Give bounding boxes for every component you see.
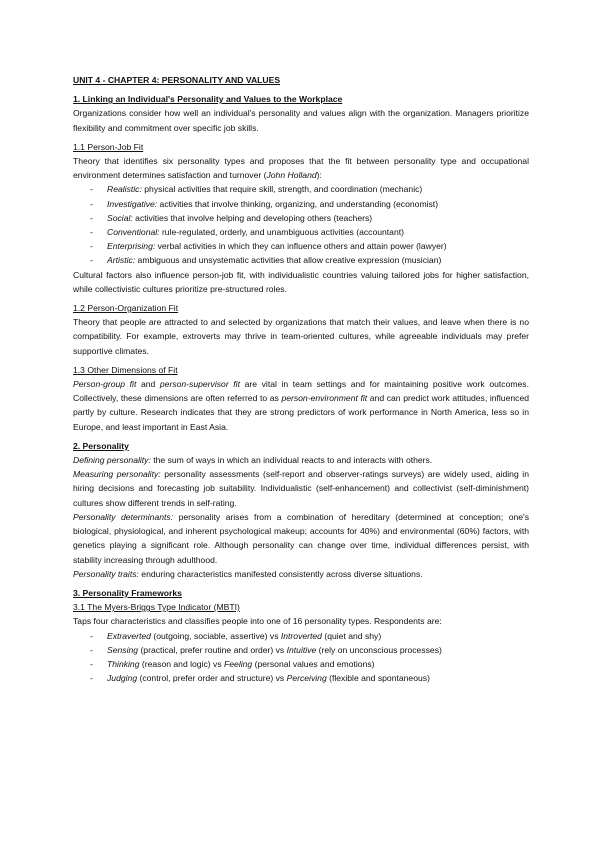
- mbti-list: [73, 629, 529, 686]
- list-item: - Extraverted (outgoing, sociable, assertive) vs Introverted (quiet and shy): [90, 630, 382, 641]
- measuring-personality: Measuring personality: personality assessments (self-report and observer-ratings surveys) are widely used, aiding in hiring decisions and forecasting job suitability. Individualistic (self-enhancement) and collectivist (self-diminishment) cultures show different trends in self-rating.: [73, 469, 529, 508]
- section-2-heading: 2. Personality: [73, 440, 129, 451]
- document-content: [73, 73, 529, 685]
- personality-determinants: Personality determinants: personality arises from a combination of hereditary (determined at conception; one's biological, physiological, and inherent psychological makeup; accounts for 40%) and environmental (60%) factors, with genetics playing a significant role. Although personality can change over time, individual differences persist, with stability increasing through adulthood.: [73, 511, 529, 565]
- defining-personality: Defining personality: the sum of ways in which an individual reacts to and interacts with others.: [73, 455, 433, 466]
- section-1-1-closing: Cultural factors also influence person-job fit, with individualistic countries valuing tailored jobs for higher satisfaction, while collectivistic cultures prioritize pre-structured roles.: [73, 269, 529, 294]
- list-item: - Conventional: rule-regulated, orderly, and unambiguous activities (accountant): [90, 227, 404, 238]
- section-1-3-paragraph: Person-group fit and person-supervisor fit are vital in team settings and for maintaining positive work outcomes. Collectively, these dimensions are often referred to as person-environment fit and can predict work attitudes, influenced partly by culture. Research indicates that they are strong predictors of work performance in North America, less so in Europe, and least important in East Asia.: [73, 379, 530, 432]
- list-item: - Thinking (reason and logic) vs Feeling (personal values and emotions): [90, 658, 375, 669]
- list-item: - Enterprising: verbal activities in which they can influence others and attain power (lawyer): [90, 241, 447, 252]
- list-item: - Artistic: ambiguous and unsystematic activities that allow creative expression (musician): [90, 255, 442, 266]
- section-1-heading: 1. Linking an Individual's Personality and Values to the Workplace: [73, 94, 343, 105]
- section-3-1-intro: Taps four characteristics and classifies people into one of 16 personality types. Respondents are:: [73, 616, 442, 627]
- section-3-heading: 3. Personality Frameworks: [73, 587, 182, 598]
- personality-traits: Personality traits: enduring characteristics manifested consistently across diverse situations.: [73, 568, 423, 579]
- section-3-1-heading: 3.1 The Myers-Briggs Type Indicator (MBTI): [73, 602, 240, 613]
- list-item: - Social: activities that involve helping and developing others (teachers): [90, 212, 373, 223]
- section-1-3-heading: 1.3 Other Dimensions of Fit: [73, 364, 178, 375]
- list-item: - Investigative: activities that involve thinking, organizing, and understanding (economist): [90, 198, 439, 209]
- section-1-1-heading: 1.1 Person-Job Fit: [73, 141, 144, 152]
- personality-types-list: [73, 182, 529, 267]
- list-item: - Judging (control, prefer order and structure) vs Perceiving (flexible and spontaneous): [90, 673, 430, 684]
- document-title: UNIT 4 - CHAPTER 4: PERSONALITY AND VALUES: [73, 75, 281, 85]
- list-item: - Realistic: physical activities that require skill, strength, and coordination (mechanic): [90, 184, 423, 195]
- section-1-2-heading: 1.2 Person-Organization Fit: [73, 303, 179, 314]
- list-item: - Sensing (practical, prefer routine and order) vs Intuitive (rely on unconscious processes): [90, 644, 442, 655]
- section-1-intro: Organizations consider how well an individual's personality and values align with the organization. Managers prioritize flexibility and commitment over specific job skills.: [73, 108, 529, 133]
- section-1-1-paragraph: Theory that identifies six personality types and proposes that the fit between personality type and occupational environment determines satisfaction and turnover (John Holland):: [73, 156, 529, 181]
- section-1-2-paragraph: Theory that people are attracted to and selected by organizations that match their values, and leave when there is no compatibility. For example, extroverts may thrive in team-oriented cultures, while agreeable individuals may prefer supportive climates.: [73, 317, 529, 356]
